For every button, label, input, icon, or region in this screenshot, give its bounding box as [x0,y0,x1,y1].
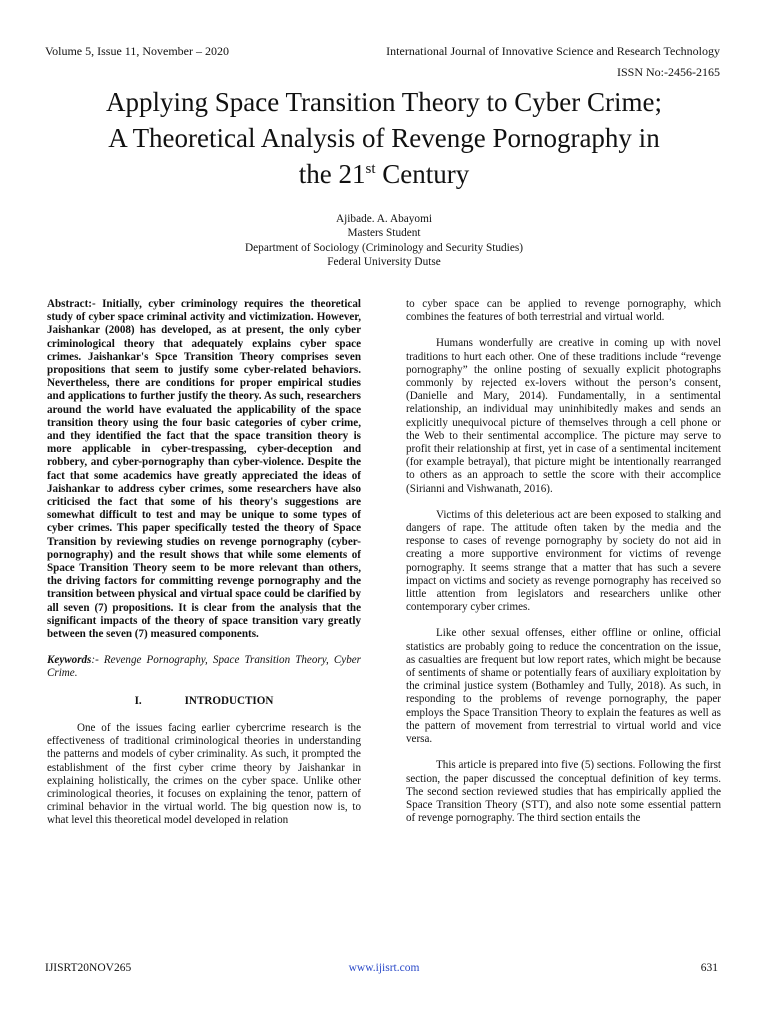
keywords-text: :- Revenge Pornography, Space Transition Theory, Cyber Crime. [47,654,361,680]
section-title: INTRODUCTION [184,694,274,707]
paper-id: IJISRT20NOV265 [45,962,132,974]
title-superscript: st [365,161,376,177]
right-column [406,298,721,825]
page-number: 631 [700,962,718,974]
paragraph-intro: One of the issues facing earlier cybercrime research is the effectiveness of traditional criminological theories in understanding the patterns and models of cyber criminality. As such, it prompted the establishment of the first cyber crime theory by Jaishankar in explaining holistically, the crimes on the cyber space. Unlike other criminological theories, it focuses on explaining the tenor, pattern of criminal behavior in the virtual world. The big question now is, to what level this theoretical model developed in relation [47,721,361,827]
title-line-1: Applying Space Transition Theory to Cyber Crime; [106,87,662,117]
abstract-label: Abstract:- [47,298,96,310]
keywords [47,654,361,680]
paragraph-2: Humans wonderfully are creative in coming up with novel traditions to hurt each other. One of these traditions include “revenge pornography” the online posting of sexually explicit photographs commonly by rejected ex-lovers without the person’s consent, (Danielle and Mary, 2014). Fundamentally, in a sentimental relationship, an individual may uninhibitedly makes and sends an explicitly unequivocal picture of themselves through a cell phone or the Web to their sentimental accomplice. The picture may serve to profit their relationship at first, yet in case of a sentimental incitement (for example betrayal), that picture might be intentionally rearranged to others as an approach to settle the score with their accomplice (Sirianni and Vishwanath, 2016). [406,337,721,495]
author-block [0,212,768,269]
author-university: Federal University Dutse [327,255,441,268]
journal-name: International Journal of Innovative Science and Research Technology [386,44,720,58]
journal-url-link[interactable]: www.ijisrt.com [348,962,420,974]
author-name: Ajibade. A. Abayomi [335,213,432,225]
author-department: Department of Sociology (Criminology and Security Studies) [245,241,523,254]
paragraph-4: Like other sexual offenses, either offline or online, official statistics are probably going to reduce the concentration on the issue, as casualties are frequent but low report rates, which might be because of sentiments of shame or potentially fears of auxiliary exploitation by the criminal justice system (Bothamley and Tully, 2018). As such, in responding to the problems of revenge pornography, the paper employs the Space Transition Theory to explain the features as well as the pattern of movement from terrestrial to virtual world and vice versa. [406,627,721,746]
paper-title [30,84,738,192]
volume-issue: Volume 5, Issue 11, November – 2020 [45,44,229,58]
keywords-label: Keywords [47,654,92,667]
title-line-2: A Theoretical Analysis of Revenge Pornography in [108,123,660,153]
author-role: Masters Student [347,227,421,240]
issn: ISSN No:-2456-2165 [616,65,720,79]
abstract [47,298,361,641]
left-column [47,298,361,828]
paragraph-3: Victims of this deleterious act are been exposed to stalking and dangers of rape. The attitude often taken by the media and the response to cases of revenge pornography by society do not aid in creating a more supportive environment for victims of revenge pornography. It seems strange that a matter that has such a severe impact on victims and society as revenge pornography has received so little attention from legislators and researchers unlike other contemporary cyber crimes. [406,508,721,614]
paragraph-intro-continued: to cyber space can be applied to revenge pornography, which combines the features of both terrestrial and virtual world. [406,298,721,324]
section-number: I. [134,694,142,707]
section-heading-introduction [47,695,361,708]
title-line-3: the 21st Century [298,159,470,189]
paragraph-5: This article is prepared into five (5) sections. Following the first section, the paper discussed the conceptual definition of key terms. The second section reviewed studies that has empirically applied the Space Transition Theory (STT), and also note some essential pattern of revenge pornography. The third section entails the [406,759,721,825]
abstract-text: Initially, cyber criminology requires the theoretical study of cyber space criminal activity and victimization. However, Jaishankar (2008) has developed, as at present, the only cyber criminological theory that adequately explains cyber space crimes. Jaishankar's Spce Transition Theory comprises seven propositions that seem to justify some cyber-related behaviors. Nevertheless, there are conditions for proper empirical studies and applications to further justify the theory. As such, researchers around the world have evaluated the applicability of the space transition theory using the four basic categories of cyber crime, and they identified the fact that the space transition theory is more applicable in cyber-trespassing, cyber-deception and robbery, and cyber-pornography than cyber-violence. Despite the fact that some academics have greatly appreciated the ideas of Jaishankar to address cyber crimes, some researchers have also criticised the fact that some of his theory's suggestions are somewhat difficult to test and may be unique to some types of cyber crimes. This paper specifically tested the theory of Space Transition by reviewing studies on revenge pornography (cyber-pornography) and the result shows that while some elements of Space Transition Theory seem to be more relevant than others, the driving factors for committing revenge pornography and the transition between physical and virtual space could be clarified by all seven (7) propositions. It is clear from the analysis that the significant impacts of the theory of space transition vary greatly between the seven (7) measured components. [47,298,361,641]
